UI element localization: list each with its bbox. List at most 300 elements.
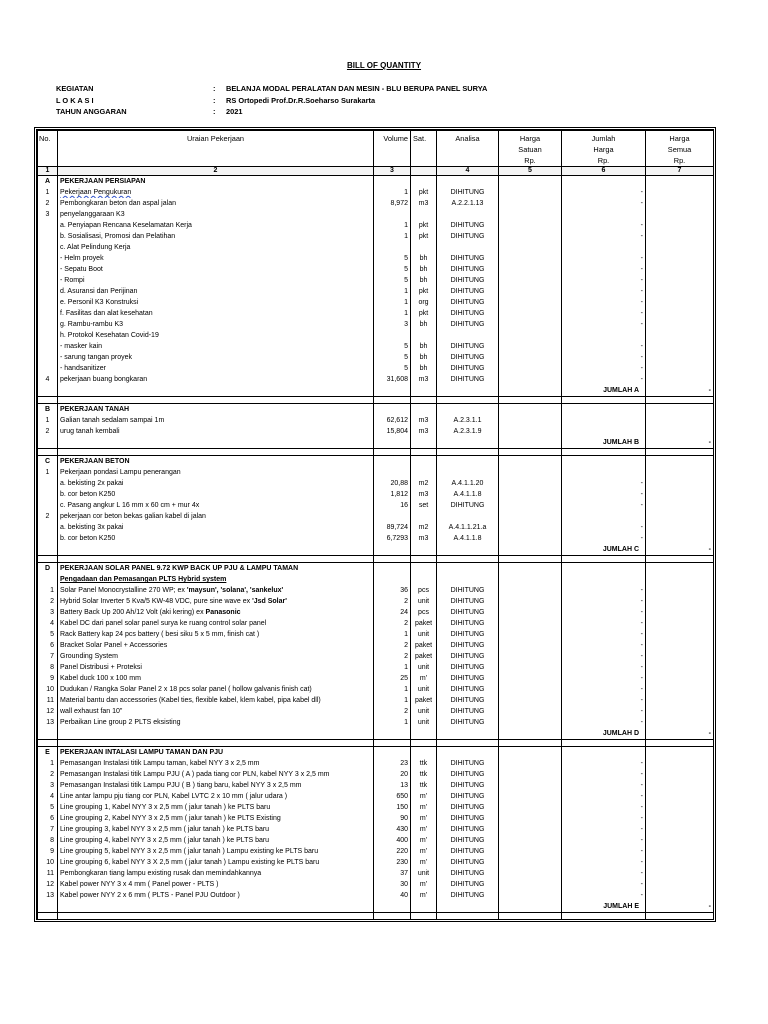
item-description-text: urug tanah kembali: [60, 428, 120, 435]
item-analisa: A.4.1.1.20: [437, 478, 499, 489]
analisa-cell: [437, 901, 499, 913]
item-volume: 89,724: [374, 522, 411, 533]
item-description-text: Pemasangan Instalasi titik Lampu PJU ( B ) tiang baru, kabel NYY 3 x 2,5 mm: [60, 782, 302, 789]
item-harga-semua: [646, 651, 714, 662]
item-harga-satuan: [499, 209, 562, 220]
item-analisa: [437, 242, 499, 253]
item-analisa: DIHITUNG: [437, 824, 499, 835]
item-harga-satuan: [499, 231, 562, 242]
item-volume: 16: [374, 500, 411, 511]
harga-satuan-cell: [499, 176, 562, 188]
item-harga-semua: [646, 319, 714, 330]
unit-cell: [411, 901, 437, 913]
table-row: [38, 846, 714, 857]
item-description: [58, 640, 374, 651]
harga-semua-cell: [646, 563, 714, 575]
item-volume: 5: [374, 352, 411, 363]
table-row: [38, 618, 714, 629]
item-unit: ttk: [411, 769, 437, 780]
item-harga-satuan: [499, 596, 562, 607]
table-row: [38, 253, 714, 264]
item-jumlah-harga: -: [562, 780, 646, 791]
item-description: [58, 857, 374, 868]
item-description: [58, 522, 374, 533]
item-description-text: h. Protokol Kesehatan Covid-19: [60, 332, 159, 339]
item-no: [38, 220, 58, 231]
item-volume: 5: [374, 275, 411, 286]
item-description-text: f. Fasilitas dan alat kesehatan: [60, 310, 153, 317]
table-row: [38, 769, 714, 780]
item-volume: 150: [374, 802, 411, 813]
item-no: 6: [38, 640, 58, 651]
spacer-cell: [58, 740, 374, 747]
table-row: [38, 791, 714, 802]
table-row: [38, 802, 714, 813]
item-description-text: Pemasangan Instalasi titik Lampu PJU ( A ) pada tiang cor PLN, kabel NYY 3 x 2,5 mm: [60, 771, 330, 778]
item-jumlah-harga: -: [562, 297, 646, 308]
spacer-cell: [499, 740, 562, 747]
item-unit: bh: [411, 253, 437, 264]
item-volume: 2: [374, 640, 411, 651]
item-volume: 2: [374, 651, 411, 662]
item-no: 1: [38, 758, 58, 769]
item-no: [38, 574, 58, 585]
item-volume: 5: [374, 341, 411, 352]
jumlah-harga-cell: [562, 404, 646, 416]
col-header-sat: Sat.: [411, 131, 437, 167]
item-harga-semua: [646, 253, 714, 264]
item-volume: 31,608: [374, 374, 411, 385]
item-harga-semua: [646, 187, 714, 198]
item-analisa: A.2.3.1.1: [437, 415, 499, 426]
item-analisa: DIHITUNG: [437, 500, 499, 511]
item-no: 10: [38, 857, 58, 868]
item-unit: m': [411, 890, 437, 901]
item-no: 13: [38, 890, 58, 901]
spacer-cell: [437, 740, 499, 747]
table-row: [38, 868, 714, 879]
table-row: [38, 198, 714, 209]
item-volume: 25: [374, 673, 411, 684]
item-description-text: - masker kain: [60, 343, 103, 350]
item-harga-semua: [646, 780, 714, 791]
item-description-text: a. bekisting 3x pakai: [60, 524, 124, 531]
item-analisa: DIHITUNG: [437, 275, 499, 286]
item-no: [38, 242, 58, 253]
item-no: [38, 544, 58, 556]
item-no: [38, 308, 58, 319]
section-code: D: [38, 563, 58, 575]
table-row: [38, 824, 714, 835]
table-row: [38, 478, 714, 489]
item-no: 9: [38, 846, 58, 857]
item-volume: 13: [374, 780, 411, 791]
item-harga-semua: [646, 297, 714, 308]
item-jumlah-harga: -: [562, 533, 646, 544]
item-harga-satuan: [499, 467, 562, 478]
item-volume: 2: [374, 618, 411, 629]
item-unit: [411, 209, 437, 220]
item-jumlah-harga: -: [562, 673, 646, 684]
item-volume: 1: [374, 717, 411, 728]
item-harga-satuan: [499, 717, 562, 728]
section-title: PEKERJAAN INTALASI LAMPU TAMAN DAN PJU: [58, 747, 374, 759]
table-row: [38, 673, 714, 684]
table-row: [38, 607, 714, 618]
item-jumlah-harga: -: [562, 198, 646, 209]
table-row: [38, 231, 714, 242]
item-unit: [411, 330, 437, 341]
spacer-cell: [646, 913, 714, 920]
spacer-cell: [499, 397, 562, 404]
item-jumlah-harga: -: [562, 308, 646, 319]
analisa-cell: [437, 456, 499, 468]
item-description: [58, 769, 374, 780]
item-description: [58, 341, 374, 352]
item-unit: m3: [411, 489, 437, 500]
item-unit: unit: [411, 629, 437, 640]
item-harga-semua: [646, 330, 714, 341]
analisa-cell: [437, 728, 499, 740]
item-no: [38, 330, 58, 341]
item-volume: 1: [374, 297, 411, 308]
unit-cell: [411, 456, 437, 468]
item-jumlah-harga: [562, 209, 646, 220]
item-harga-satuan: [499, 890, 562, 901]
spacer-cell: [411, 556, 437, 563]
item-harga-satuan: [499, 533, 562, 544]
item-description: [58, 231, 374, 242]
item-unit: m3: [411, 415, 437, 426]
item-harga-semua: [646, 890, 714, 901]
section-code: E: [38, 747, 58, 759]
item-harga-satuan: [499, 319, 562, 330]
item-unit: unit: [411, 717, 437, 728]
item-brand: Panasonic: [205, 609, 241, 616]
table-row: [38, 275, 714, 286]
item-analisa: A.2.2.1.13: [437, 198, 499, 209]
item-analisa: [437, 467, 499, 478]
item-unit: m3: [411, 374, 437, 385]
spacer-cell: [411, 740, 437, 747]
item-jumlah-harga: -: [562, 706, 646, 717]
item-harga-semua: [646, 629, 714, 640]
item-unit: m2: [411, 522, 437, 533]
analisa-cell: [437, 437, 499, 449]
item-description: [58, 533, 374, 544]
item-analisa: DIHITUNG: [437, 585, 499, 596]
item-description-text: Kabel DC dari panel solar panel surya ke ruang control solar panel: [60, 620, 267, 627]
item-description: [58, 607, 374, 618]
item-harga-satuan: [499, 618, 562, 629]
spacer-cell: [437, 449, 499, 456]
item-harga-satuan: [499, 695, 562, 706]
analisa-cell: [437, 563, 499, 575]
spacer-cell: [437, 556, 499, 563]
item-description-text: Hybrid Solar Inverter 5 Kva/5 KW-48 VDC, pure sine wave ex: [60, 598, 253, 605]
item-analisa: DIHITUNG: [437, 706, 499, 717]
section-total-value: -: [646, 385, 714, 397]
item-harga-semua: [646, 352, 714, 363]
item-harga-satuan: [499, 629, 562, 640]
item-description-text: Line grouping 6, kabel NYY 3 X 2,5 mm ( jalur tanah ) Lampu existing ke PLTS baru: [60, 859, 320, 866]
table-row: [38, 363, 714, 374]
spacer-cell: [58, 556, 374, 563]
item-unit: unit: [411, 596, 437, 607]
item-description: [58, 695, 374, 706]
item-volume: 37: [374, 868, 411, 879]
item-unit: bh: [411, 264, 437, 275]
spacer-row: [38, 397, 714, 404]
item-volume: 90: [374, 813, 411, 824]
item-description-text: Material bantu dan accessories (Kabel ties, flexible kabel, klem kabel, pipa kabel dll): [60, 697, 321, 704]
item-description-text: Line grouping 3, kabel NYY 3 x 2,5 mm ( jalur tanah ) ke PLTS baru: [60, 826, 270, 833]
table-row: [38, 500, 714, 511]
item-analisa: [437, 209, 499, 220]
harga-satuan-cell: [499, 544, 562, 556]
item-description: [58, 363, 374, 374]
section-code: A: [38, 176, 58, 188]
item-harga-semua: [646, 618, 714, 629]
item-volume: 36: [374, 585, 411, 596]
item-harga-semua: [646, 415, 714, 426]
item-no: [38, 275, 58, 286]
section-header-row: [38, 747, 714, 759]
item-harga-satuan: [499, 684, 562, 695]
item-harga-satuan: [499, 758, 562, 769]
item-volume: 650: [374, 791, 411, 802]
spacer-cell: [374, 740, 411, 747]
item-harga-satuan: [499, 824, 562, 835]
item-brand: 'maysun', 'solana', 'sankelux': [186, 587, 284, 594]
item-harga-satuan: [499, 673, 562, 684]
item-volume: 23: [374, 758, 411, 769]
item-description-text: - Sepatu Boot: [60, 266, 103, 273]
spacer-row: [38, 740, 714, 747]
item-analisa: DIHITUNG: [437, 363, 499, 374]
item-description: [58, 758, 374, 769]
spacer-cell: [38, 397, 58, 404]
item-unit: m': [411, 824, 437, 835]
spacer-cell: [437, 913, 499, 920]
table-row: [38, 585, 714, 596]
item-no: [38, 522, 58, 533]
item-harga-semua: [646, 209, 714, 220]
item-description: [58, 374, 374, 385]
item-harga-semua: [646, 824, 714, 835]
spacer-cell: [646, 397, 714, 404]
item-harga-semua: [646, 198, 714, 209]
item-unit: bh: [411, 319, 437, 330]
item-harga-semua: [646, 813, 714, 824]
item-harga-semua: [646, 791, 714, 802]
item-description-text: Grounding System: [60, 653, 118, 660]
item-description: [58, 890, 374, 901]
item-analisa: DIHITUNG: [437, 684, 499, 695]
item-description: [58, 500, 374, 511]
col-header-harga-semua: Harga Semua Rp.: [646, 131, 714, 167]
section-title: PEKERJAAN TANAH: [58, 404, 374, 416]
section-subtitle-row: [38, 574, 714, 585]
item-jumlah-harga: -: [562, 264, 646, 275]
item-analisa: [437, 330, 499, 341]
item-harga-semua: [646, 308, 714, 319]
item-jumlah-harga: -: [562, 802, 646, 813]
item-analisa: DIHITUNG: [437, 629, 499, 640]
item-harga-satuan: [499, 374, 562, 385]
item-description-text: g. Rambu-rambu K3: [60, 321, 124, 328]
item-analisa: DIHITUNG: [437, 596, 499, 607]
item-volume: 230: [374, 857, 411, 868]
item-description-text: Line grouping 5, kabel NYY 3 x 2,5 mm ( jalur tanah ) Lampu existing ke PLTS baru: [60, 848, 319, 855]
item-no: [38, 533, 58, 544]
item-description: [58, 187, 374, 198]
item-harga-satuan: [499, 835, 562, 846]
unit-cell: [411, 747, 437, 759]
item-description-text: Kabel power NYY 2 x 6 mm ( PLTS - Panel PJU Outdoor ): [60, 892, 240, 899]
item-no: 1: [38, 467, 58, 478]
table-row: [38, 286, 714, 297]
item-analisa: DIHITUNG: [437, 813, 499, 824]
item-jumlah-harga: -: [562, 791, 646, 802]
item-harga-satuan: [499, 187, 562, 198]
volume-cell: [374, 747, 411, 759]
analisa-cell: [437, 544, 499, 556]
item-no: 2: [38, 198, 58, 209]
item-description: [58, 437, 374, 449]
spacer-cell: [411, 449, 437, 456]
col-number: 1: [38, 167, 58, 176]
spacer-cell: [499, 913, 562, 920]
volume-cell: [374, 437, 411, 449]
jumlah-harga-cell: [562, 176, 646, 188]
spacer-cell: [646, 449, 714, 456]
analisa-cell: [437, 385, 499, 397]
item-harga-satuan: [499, 769, 562, 780]
spacer-cell: [374, 397, 411, 404]
item-jumlah-harga: [562, 415, 646, 426]
item-analisa: DIHITUNG: [437, 374, 499, 385]
item-analisa: DIHITUNG: [437, 352, 499, 363]
item-volume: 1: [374, 662, 411, 673]
harga-satuan-cell: [499, 747, 562, 759]
table-row: [38, 341, 714, 352]
section-subtitle: Pengadaan dan Pemasangan PLTS Hybrid system: [58, 574, 374, 585]
item-no: [38, 500, 58, 511]
col-number: 3: [374, 167, 411, 176]
item-analisa: DIHITUNG: [437, 802, 499, 813]
item-description-text: Line grouping 2, Kabel NYY 3 x 2,5 mm ( jalur tanah ) ke PLTS Existing: [60, 815, 281, 822]
table-row: [38, 264, 714, 275]
item-unit: m': [411, 835, 437, 846]
item-jumlah-harga: -: [562, 618, 646, 629]
item-harga-satuan: [499, 341, 562, 352]
item-analisa: DIHITUNG: [437, 264, 499, 275]
info-label: TAHUN ANGGARAN: [56, 107, 127, 116]
unit-cell: [411, 437, 437, 449]
item-harga-semua: [646, 585, 714, 596]
item-jumlah-harga: [562, 330, 646, 341]
jumlah-harga-cell: [562, 456, 646, 468]
item-volume: 1: [374, 629, 411, 640]
section-total-label: JUMLAH C: [562, 544, 646, 556]
item-jumlah-harga: -: [562, 478, 646, 489]
harga-semua-cell: [646, 574, 714, 585]
spacer-row: [38, 556, 714, 563]
table-row: [38, 242, 714, 253]
item-harga-semua: [646, 846, 714, 857]
item-unit: m': [411, 857, 437, 868]
item-volume: 1: [374, 684, 411, 695]
item-harga-satuan: [499, 879, 562, 890]
item-unit: m': [411, 846, 437, 857]
item-no: 3: [38, 780, 58, 791]
item-volume: [374, 511, 411, 522]
item-jumlah-harga: -: [562, 500, 646, 511]
item-unit: unit: [411, 868, 437, 879]
item-no: 11: [38, 695, 58, 706]
item-no: [38, 437, 58, 449]
table-row: [38, 640, 714, 651]
volume-cell: [374, 728, 411, 740]
table-row: [38, 835, 714, 846]
boq-table-frame: [34, 127, 716, 922]
section-total-value: -: [646, 728, 714, 740]
item-jumlah-harga: -: [562, 835, 646, 846]
item-jumlah-harga: -: [562, 651, 646, 662]
item-jumlah-harga: -: [562, 717, 646, 728]
volume-cell: [374, 456, 411, 468]
item-description: [58, 489, 374, 500]
item-description: [58, 618, 374, 629]
harga-satuan-cell: [499, 901, 562, 913]
item-harga-satuan: [499, 511, 562, 522]
item-analisa: DIHITUNG: [437, 791, 499, 802]
jumlah-harga-cell: [562, 563, 646, 575]
item-unit: bh: [411, 341, 437, 352]
item-jumlah-harga: -: [562, 846, 646, 857]
table-row: [38, 651, 714, 662]
table-row: [38, 426, 714, 437]
unit-cell: [411, 563, 437, 575]
item-no: 3: [38, 607, 58, 618]
item-no: 6: [38, 813, 58, 824]
item-harga-semua: [646, 717, 714, 728]
spacer-cell: [58, 397, 374, 404]
spacer-cell: [646, 556, 714, 563]
col-number: 7: [646, 167, 714, 176]
item-analisa: DIHITUNG: [437, 835, 499, 846]
item-unit: paket: [411, 651, 437, 662]
item-jumlah-harga: [562, 242, 646, 253]
item-volume: 2: [374, 706, 411, 717]
item-harga-satuan: [499, 857, 562, 868]
item-description-text: b. cor beton K250: [60, 535, 116, 542]
item-unit: pcs: [411, 585, 437, 596]
item-harga-semua: [646, 286, 714, 297]
item-harga-semua: [646, 467, 714, 478]
item-no: [38, 385, 58, 397]
unit-cell: [411, 574, 437, 585]
item-harga-satuan: [499, 275, 562, 286]
item-jumlah-harga: -: [562, 363, 646, 374]
item-description-text: Pembongkaran beton dan aspal jalan: [60, 200, 176, 207]
volume-cell: [374, 544, 411, 556]
spacer-cell: [562, 397, 646, 404]
item-harga-satuan: [499, 198, 562, 209]
item-harga-semua: [646, 607, 714, 618]
item-analisa: A.4.1.1.21.a: [437, 522, 499, 533]
